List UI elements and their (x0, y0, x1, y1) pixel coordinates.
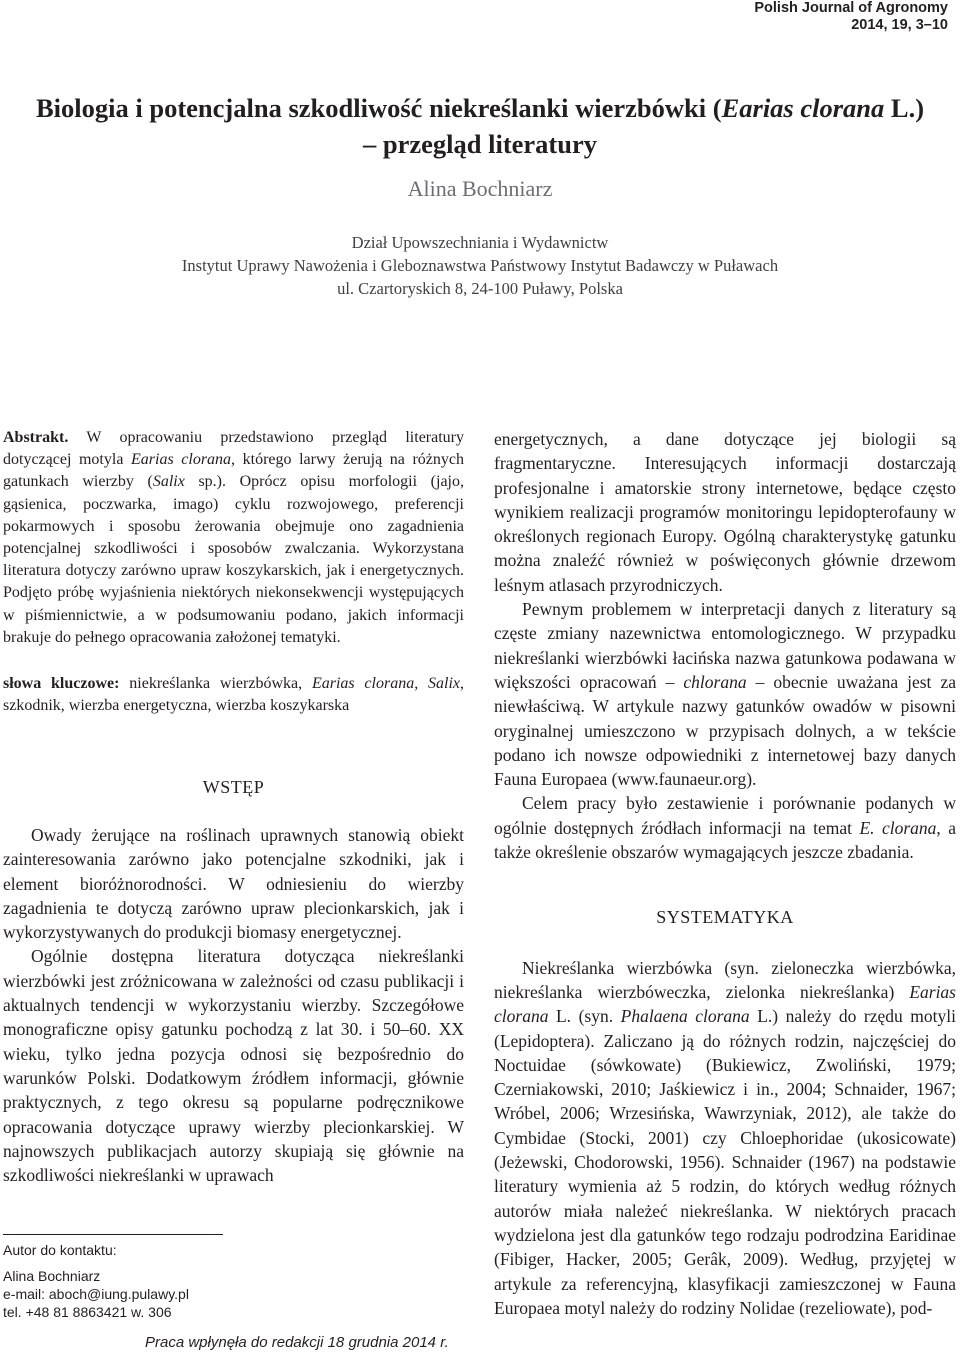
keywords-species: Earias clorana (311, 675, 415, 693)
affiliation (0, 231, 960, 300)
title-text-end: L.) (884, 93, 925, 123)
wstep-paragraph-2: Ogólnie dostępna literatura dotycząca niekreślanki wierzbówki jest zróżnicowana w zależności od czasu publikacji i aktualnych tendencji w wykorzystaniu wierzby. Szczegółowe monograficzne opisy gatunku pochodzą z lat 30. i 50–60. XX wieku, tylko jedna pozycja odnosi się bezpośrednio do warunków Polski. Dodatkowym źródłem informacji, głównie praktycznych, z tego okresu są popularne podręcznikowe opracowania dotyczące uprawy wierzby plecionkarskiej. W najnowszych publikacjach autorzy skupiają się głównie na szkodliwości niekreślanki w uprawach (3, 946, 464, 1186)
right-paragraph-1: energetycznych, a dane dotyczące jej biologii są fragmentaryczne. Interesujących informacji dostarczają profesjonalne i amatorskie strony internetowe, będące często wynikiem realizacji programów monitoringu lepidopterofauny w określonych regionach Europy. Ogólną charakterystykę gatunku można znaleźć również w poświęconych głównie drzewom leśnym atlasach przyrodniczych. (494, 429, 956, 595)
keywords-text: niekreślanka wierzbówka, (119, 675, 312, 693)
affiliation-address: ul. Czartoryskich 8, 24-100 Puławy, Polska (337, 279, 623, 298)
abstract-text: W opracowaniu przedstawiono przegląd literatury dotyczącej motyla (3, 429, 464, 469)
wstep-paragraph-1: Owady żerujące na roślinach uprawnych stanowią obiekt zainteresowania zarówno jako potencjalne szkodniki, jak i element bioróżnorodności. W odniesieniu do wierzby zagadnienia te dotyczą zarówno upraw plecionkarskich, jak i wykorzystywanych do produkcji biomasy energetycznej. (3, 825, 464, 943)
keywords-text: , (414, 675, 429, 693)
title-line-1 (0, 90, 960, 126)
contact-email: e-mail: aboch@iung.pulawy.pl (3, 1286, 189, 1302)
keywords (3, 673, 464, 717)
abstract (3, 427, 464, 649)
author-name: Alina Bochniarz (407, 176, 553, 201)
contact-name: Alina Bochniarz (3, 1268, 101, 1284)
abstract-genus: Salix (152, 473, 185, 491)
wstep-body (3, 823, 464, 1187)
keywords-genus: Salix (428, 675, 461, 693)
journal-issue: 2014, 19, 3–10 (851, 17, 948, 33)
journal-header (754, 0, 948, 34)
right-text: Niekreślanka wierzbówka (syn. zieloneczka wierzbówka, niekreślanka wierzbóweczka, zielonka niekreślanka) (494, 957, 956, 1002)
contact-divider (3, 1234, 223, 1235)
wstep-heading-wrap (3, 777, 464, 798)
right-italic: E. clorana (859, 817, 937, 838)
section-heading-systematyka: SYSTEMATYKA (656, 907, 794, 928)
contact-label: Autor do kontaktu: (3, 1242, 117, 1258)
right-paragraph-4 (494, 956, 956, 1320)
title-species: Earias clorana (721, 93, 885, 123)
right-column (494, 427, 956, 1320)
abstract-block (3, 427, 464, 717)
contact-phone: tel. +48 81 8863421 w. 306 (3, 1304, 172, 1320)
right-text: Celem pracy było zestawienie i porównanie podanych w ogólnie dostępnych źródłach informacji na temat (494, 793, 956, 838)
right-paragraph-3 (494, 791, 956, 864)
abstract-text: sp.). Oprócz opisu morfologii (jajo, gąsienica, poczwarka, imago) cyklu rozwojowego, preferencji pokarmowych i sposobu żerowania obejmuje ono zagadnienia potencjalnej szkodliwości i sposobów zwalczania. Wykorzystana literatura dotyczy zarówno upraw koszykarskich, jak i energetycznych. Podjęto próbę wyjaśnienia niektórych niekonsekwencji występujących w piśmiennictwie, a w podsumowaniu podano, jakich informacji brakuje do pełnego opracowania założonej tematyki. (3, 473, 464, 646)
journal-name: Polish Journal of Agronomy (754, 0, 948, 16)
title-text: Biologia i potencjalna szkodliwość niekreślanki wierzbówki ( (35, 93, 722, 123)
abstract-label: Abstrakt. (3, 429, 69, 446)
title-line-2: – przegląd literatury (362, 129, 598, 159)
paper-title (0, 90, 960, 162)
right-text: L. (syn. (548, 1006, 621, 1027)
right-text: , a także określenie obszarów wymagających jeszcze zbadania. (494, 817, 956, 863)
affiliation-dept: Dział Upowszechniania i Wydawnictw (351, 233, 609, 252)
keywords-text: , szkodnik, wierzba energetyczna, wierzba koszykarska (3, 675, 465, 715)
received-date: Praca wpłynęła do redakcji 18 grudnia 2014 r. (145, 1334, 449, 1351)
right-paragraph-2 (494, 597, 956, 791)
abstract-species: Earias clorana (131, 451, 232, 469)
right-text: – obecnie uważana jest za niewłaściwą. W artykule nazwy gatunków owadów w pisowni oryginalnej umieszczono w przypisach dolnych, a w tekście podano ich nowsze odpowiedniki z internetowej bazy danych Fauna Europaea (www.faunaeur.org). (494, 671, 956, 790)
contact-block (3, 1241, 189, 1321)
abstract-text: , którego larwy żerują na różnych gatunkach wierzby ( (3, 451, 464, 491)
affiliation-institute: Instytut Uprawy Nawożenia i Gleboznawstwa Państwowy Instytut Badawczy w Puławach (181, 256, 779, 275)
right-text: Pewnym problemem w interpretacji danych z literatury są częste zmiany nazewnictwa entomologicznego. W przypadku niekreślanki wierzbówki łacińska nazwa gatunkowa podawana w większości opracowań – (494, 599, 956, 692)
right-italic: Phalaena clorana (620, 1006, 750, 1027)
keywords-label: słowa kluczowe: (3, 675, 120, 693)
right-text: L.) należy do rzędu motyli (Lepidoptera). Zaliczano ją do różnych rodzin, najczęściej do Noctuidae (sówkowate) (Bukiewicz, Zwoliński, 1979; Czerniakowski, 2010; Jaśkiewicz i in., 2004; Schnaider, 1967; Wróbel, 2006; Wrzesińska, Wawrzyniak, 2012), ale także do Cymbidae (Stocki, 2001) czy Chloephoridae (ukosicowate) (Jeżewski, Chodorowski, 1956). Schnaider (1967) na podstawie literatury wymienia aż 5 rodzin, do których według różnych autorów miała należeć niekreślanka. W niektórych pracach wydzielona jest dla gatunków tego rodzaju podrodzina Earidinae (Fibiger, Hacker, 2005; Gerâk, 2009). Według, przyjętej w artykule za referencyjną, klasyfikacji zamieszczonej w Fauna Europaea motyl należy do rodziny Nolidae (rezeliowate), pod- (494, 1006, 956, 1318)
right-italic: chlorana (683, 671, 747, 692)
section-heading-wstep: WSTĘP (202, 777, 265, 797)
right-italic: Earias clorana (494, 981, 956, 1027)
